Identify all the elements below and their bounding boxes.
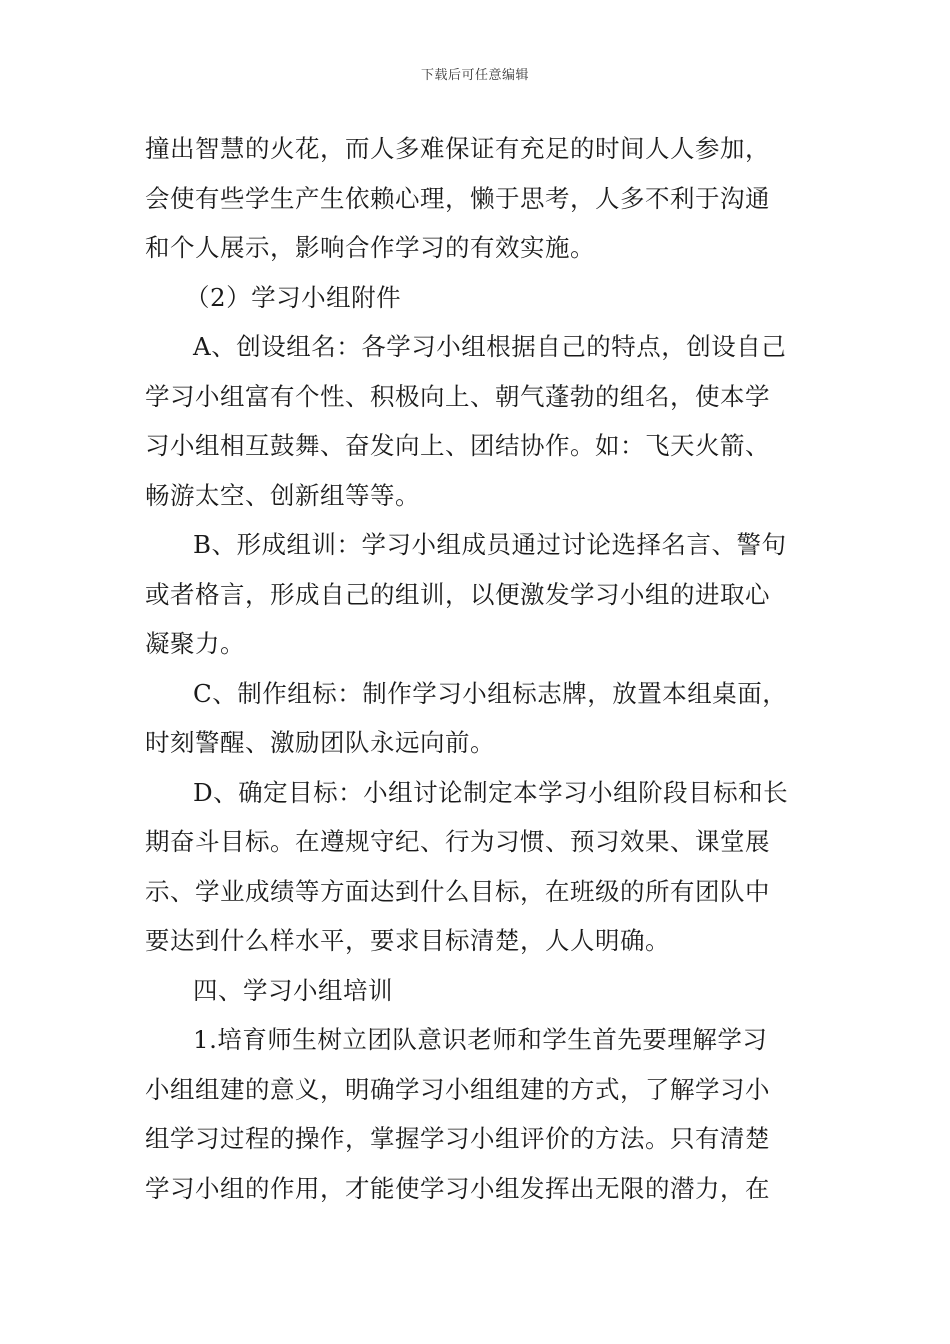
- paragraph-start: B、形成组训：学习小组成员通过讨论选择名言、警句: [193, 530, 787, 559]
- document-body: [145, 124, 810, 1213]
- text-line: 习小组相互鼓舞、奋发向上、团结协作。如：飞天火箭、: [145, 431, 770, 460]
- text-line: 会使有些学生产生依赖心理，懒于思考，人多不利于沟通: [145, 183, 770, 213]
- text-line: 时刻警醒、激励团队永远向前。: [145, 728, 495, 757]
- text-line: 小组组建的意义，明确学习小组组建的方式，了解学习小: [145, 1074, 770, 1104]
- text-line: 要达到什么样水平，要求目标清楚，人人明确。: [145, 926, 670, 955]
- text-line: 示、学业成绩等方面达到什么目标，在班级的所有团队中: [145, 876, 770, 906]
- section-heading: （2）学习小组附件: [185, 282, 402, 312]
- text-line: 期奋斗目标。在遵规守纪、行为习惯、预习效果、课堂展: [145, 827, 770, 856]
- text-line: 和个人展示，影响合作学习的有效实施。: [145, 233, 595, 262]
- text-line: 或者格言，形成自己的组训，以便激发学习小组的进取心: [145, 579, 770, 609]
- text-line: 凝聚力。: [145, 629, 245, 658]
- page-header: 下载后可任意编辑: [420, 68, 529, 83]
- paragraph-start: A、创设组名：各学习小组根据自己的特点，创设自己: [193, 332, 787, 361]
- paragraph-start: 1.培育师生树立团队意识老师和学生首先要理解学习: [193, 1025, 768, 1054]
- text-line: 撞出智慧的火花，而人多难保证有充足的时间人人参加，: [145, 134, 770, 163]
- text-line: 学习小组富有个性、积极向上、朝气蓬勃的组名，使本学: [145, 381, 770, 411]
- text-line: 畅游太空、创新组等等。: [145, 480, 420, 510]
- text-line: 组学习过程的操作，掌握学习小组评价的方法。只有清楚: [145, 1124, 770, 1153]
- section-heading: 四、学习小组培训: [193, 975, 393, 1005]
- text-line: 学习小组的作用，才能使学习小组发挥出无限的潜力，在: [145, 1173, 770, 1203]
- paragraph-start: C、制作组标：制作学习小组标志牌，放置本组桌面，: [193, 678, 788, 708]
- paragraph-start: D、确定目标：小组讨论制定本学习小组阶段目标和长: [193, 777, 789, 807]
